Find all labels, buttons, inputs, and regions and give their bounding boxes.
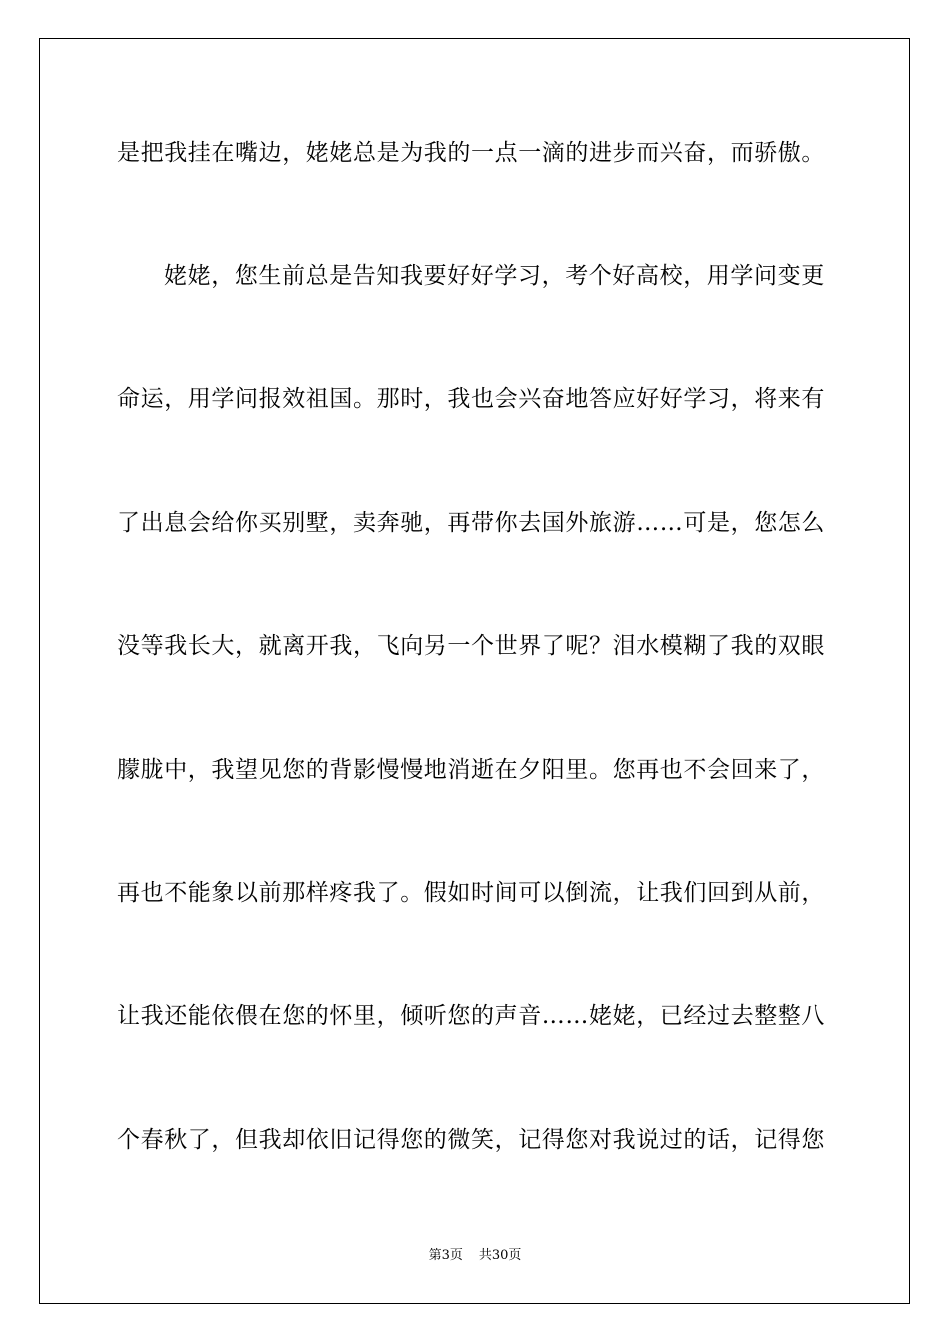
page-total: 共30页 — [478, 1248, 522, 1263]
page-footer — [0, 1248, 950, 1264]
page-number: 第3页 — [428, 1248, 463, 1263]
text-line-6: 朦胧中，我望见您的背影慢慢地消逝在夕阳里。您再也不会回来了， — [117, 757, 825, 783]
page-border — [39, 38, 910, 1304]
text-line-7: 再也不能象以前那样疼我了。假如时间可以倒流，让我们回到从前， — [117, 880, 825, 906]
text-line-9: 个春秋了，但我却依旧记得您的微笑，记得您对我说过的话，记得您 — [117, 1127, 825, 1153]
text-line-8: 让我还能依偎在您的怀里，倾听您的声音……姥姥，已经过去整整八 — [117, 1003, 825, 1029]
text-line-5: 没等我长大，就离开我，飞向另一个世界了呢？泪水模糊了我的双眼 — [117, 633, 825, 659]
text-line-1: 是把我挂在嘴边，姥姥总是为我的一点一滴的进步而兴奋，而骄傲。 — [117, 140, 825, 166]
text-line-2: 姥姥，您生前总是告知我要好好学习，考个好高校，用学问变更 — [164, 263, 825, 289]
text-line-4: 了出息会给你买别墅，卖奔驰，再带你去国外旅游……可是，您怎么 — [117, 510, 825, 536]
text-line-3: 命运，用学问报效祖国。那时，我也会兴奋地答应好好学习，将来有 — [117, 386, 825, 412]
